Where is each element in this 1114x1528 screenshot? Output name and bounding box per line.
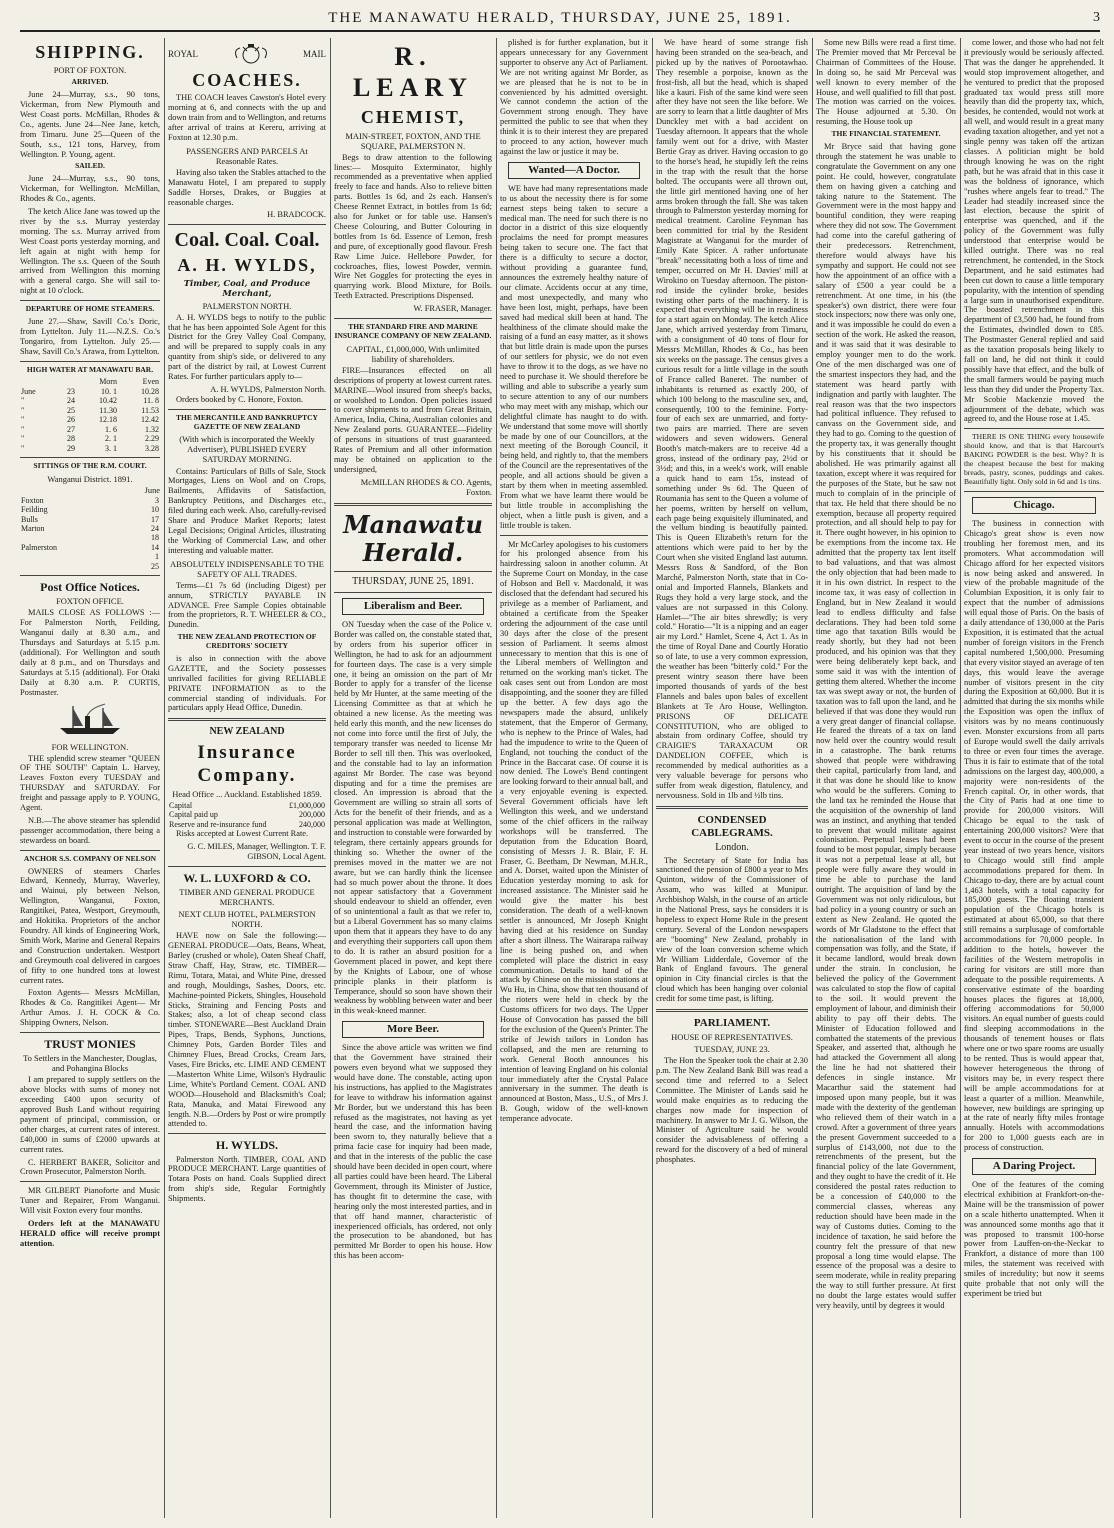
standard-heading: THE STANDARD FIRE AND MARINE INSURANCE COMPANY OF NEW ZEALAND. <box>334 322 492 340</box>
coach-text: THE COACH leaves Cawston's Hotel every morning at 6, and connects with the up and down train from and to Wellington, and returns after arrival of trains at Kereru, arriving at Foxton at 12.30 p.m. <box>168 93 326 142</box>
wylds2-text: Palmerston North. TIMBER, COAL AND PRODUCE MERCHANT. Large quantities of Totara Posts on hand. Coals Supplied direct from ship's side, Regular Fortnightly Shipments. <box>168 1154 326 1204</box>
capital-row-cell: Capital <box>169 800 193 810</box>
sitting-row-cell: 3 <box>155 495 159 505</box>
trust-heading: TRUST MONIES <box>44 1037 136 1052</box>
editorial-text: ON Tuesday when the case of the Police v. Border was called on, the constable stated that, by orders from his superior officer in Wellington, he had to ask for an adjournment for fourteen days. The case is a very simple one, it being an omission on the part of Mr Border to apply for a transfer of the license held by Mr Hunter, at the same meeting of the Licensing Committee as that at which he obtained a new license. As the meeting was held early this month, and the new licenses do not come into force until the first of July, the temporary transfer was needed to license Mr Border to sell till then. This was overlooked, and the constable had to lay an information against Mr Border. The case was beyond disputing and for a time the premises are closed. An impression is abroad that the Government are willing so strain all sorts of Acts for the benefit of their friends, and as a personal application was made at Wellington, and instruction to constable were forwarded by telegram, there certainly appears grounds for thinking so. Whether the owner of the premises moved in the matter we are not aware, but we can hardly think the licensee had so much power about the throne. It does not appear satisfactory that a Government should endeavour to shield an offender, even of so unintentional a fault as that we refer to, but a Liberal Government has so many claims upon them that it appears they have to do any and everything their supporters call upon them to do. It is rather an absurd position for a Government placed in power, and kept there by the Knights of Labour, one of whose principle planks in their platform is Temperance, should so soon have shown their weakness by wobbling between water and beer in this weak-kneed manner. <box>334 620 492 1016</box>
tide-row-cell: 11.53 <box>141 405 159 415</box>
sitting-row <box>20 533 160 542</box>
tide-row-cell: 23 <box>66 386 75 396</box>
port-heading: PORT OF FOXTON. <box>53 65 127 76</box>
tides-table <box>20 377 160 453</box>
tide-row <box>20 434 160 443</box>
tides-heading: HIGH WATER AT MANAWATU BAR. <box>26 364 154 374</box>
capital-row-cell: £1,000,000 <box>289 800 325 810</box>
newspaper-nameplate: Manawatu Herald. <box>343 509 483 567</box>
sitting-row-cell: 14 <box>151 542 159 552</box>
tide-row <box>20 406 160 415</box>
sitting-row-cell <box>20 533 131 542</box>
tide-row-cell <box>20 377 55 386</box>
column-divider <box>812 38 813 1518</box>
editorial-heading: Liberalism and Beer. <box>342 598 484 615</box>
tide-row-cell: Even <box>142 377 159 387</box>
shipping-note: The ketch Alice Jane was towed up the river by the s.s. Murray yesterday morning. The s.s. Murray arrived from West Coast ports yesterday morning, and left again at night with hemp for Wellington. The s.s. Queen of the South arrived from Wellington this morning with a general cargo. She will sail to-night at 10 o'clock. <box>20 207 160 296</box>
sittings-month: June <box>144 485 160 495</box>
sitting-row <box>20 543 160 552</box>
sailed-heading: SAILED. <box>75 161 105 171</box>
tide-row-cell: 24 <box>66 396 75 406</box>
column-divider <box>330 38 331 1518</box>
tide-row <box>20 415 160 424</box>
wylds-name: A. H. WYLDS, <box>177 255 317 276</box>
beer-text: Since the above article was written we find that the Government have strained their powers even beyond what we supposed they would have done. The constable, acting upon his instructions, has applied to the Magistrates for leave to withdraw his information against Mr Border, but we understand this has been refused as the magistrates, not having as yet heard the case, and the information having been sworn to, they naturally believe that a prima facie case for inquiry had been made, and that in the interests of the public the case should have been decided in open court, where all parties could have been heard. The Liberal Government, through its Minister of Justice, has thought fit to determine the case, with hearing only the most interested parties, and in that off hand manner, characteristic of inexperienced officials, has ordered, not only the prosecution to be abandoned, but has permitted Mr Border to open his house. How this has been accom- <box>334 1043 492 1261</box>
tide-row-cell: 10.28 <box>141 386 159 396</box>
column-divider <box>652 38 653 1518</box>
tide-row-cell: 2. 1 <box>104 434 117 444</box>
parliament-sub: HOUSE OF REPRESENTATIVES. <box>671 1032 793 1043</box>
sitting-row-cell: 18 <box>151 533 159 543</box>
mercantile-note: ABSOLUTELY INDISPENSABLE TO THE SAFETY OF ALL TRADES. <box>170 558 324 579</box>
anchor-heading: ANCHOR S.S. COMPANY OF NELSON <box>23 853 157 863</box>
tide-row <box>20 425 160 434</box>
mercantile-heading: THE MERCANTILE AND BANKRUPTCY GAZETTE OF NEW ZEALAND <box>176 412 318 431</box>
steamship-icon <box>55 702 125 738</box>
tide-row-cell: " <box>21 434 25 444</box>
sitting-row <box>20 524 160 533</box>
project-heading: A Daring Project. <box>972 1158 1096 1175</box>
column-2 <box>168 38 326 1518</box>
tide-row-cell: 11.30 <box>99 405 117 415</box>
tide-row-cell: " <box>21 405 25 415</box>
trust-sign: C. HERBERT BAKER, Solicitor and Crown Prosecutor, Palmerston North. <box>20 1157 160 1177</box>
column-3 <box>334 38 492 1518</box>
cables-heading: CONDENSED CABLEGRAMS. <box>691 813 773 839</box>
departure-text: June 27.—Shaw, Savill Co.'s Doric, from Lyttelton. July 11.—N.Z.S. Co.'s Tongariro, from Lyttelton. July 25.—Shaw, Savill Co.'s Arawa, from Lyttelton. <box>20 317 160 356</box>
shipping-heading: SHIPPING. <box>35 42 145 62</box>
orders-note: Orders left at the MANAWATU HERALD office will receive prompt attention. <box>20 1219 160 1248</box>
coaches-heading: COACHES. <box>192 70 302 90</box>
column-6 <box>816 38 956 1518</box>
insurance-heading: Insurance Company. <box>197 742 297 786</box>
cables-place: London. <box>715 841 749 853</box>
tide-row-cell: " <box>21 396 25 406</box>
tide-row-cell: 28 <box>66 434 75 444</box>
cables-text: The Secretary of State for India has sanctioned the pension of £800 a year to Mrs Quinton, widow of the Commissioner of Assam, who was killed at Munipur. Archbishop Walsh, in the course of an article in the National Press, says he considers it is hopeless to expect Home Rule in the present century. Several of the London newspapers are "booming" New Zealand, probably in view of the loan conversion scheme which Mr William Lidderdale, Governor of the Bank of England favours. The general opinion in City financial circles is that the cloud which has been hanging over colonial credit for some time past, is lifting. <box>656 855 808 1004</box>
tide-row-cell: 10. 1 <box>100 386 117 396</box>
column-divider <box>960 38 961 1518</box>
column-4 <box>500 38 648 1518</box>
wylds2-heading: H. WYLDS. <box>215 1138 279 1153</box>
column-divider <box>496 38 497 1518</box>
sailed-text: June 24—Murray, s.s., 90 tons, Vickerman, for Wellington. McMillan, Rhodes & Co., agents. <box>20 174 160 204</box>
parliament-date: TUESDAY, JUNE 23. <box>694 1044 770 1055</box>
insurance-head-office: Head Office ... Auckland. Established 1859. <box>172 788 322 799</box>
sitting-row-cell: 10 <box>151 505 159 515</box>
capital-table <box>168 801 326 829</box>
sittings-sub: Wanganui District. 1891. <box>47 473 133 484</box>
page-number: 3 <box>1093 10 1100 25</box>
mail-label: MAIL <box>302 48 326 59</box>
sittings-heading: SITTINGS OF THE R.M. COURT. <box>33 460 147 470</box>
tide-row-cell: 11. 8 <box>143 396 159 406</box>
tide-row-cell: 12.42 <box>141 415 159 425</box>
tide-row-cell: 26 <box>66 415 75 425</box>
tide-row-cell: 1. 6 <box>104 424 117 434</box>
sittings-table <box>20 496 160 572</box>
luxford-text: HAVE now on Sale the following:— GENERAL PRODUCE—Oats, Beans, Wheat, Barley (crushed or whole), Oaten Sheaf Chaff, Straw Chaff, Hay, Straw, etc. TIMBER—Rimu, Totara, Matai, and White Pine, dressed and rough, Mouldings, Sashes, Doors, etc. Machine-pointed Pickets, Shingles, Household Sticks, Straining and Fencing Posts and Stakes; also, a lot of cheap second class timber. STONEWARE—Best Auckland Drain Pipes, Traps, Bends, Syphons, Junctions, Chimney Pots, Garden Border Tiles and Chimney Flues, Bread Crocks, Cream Jars, Vases, Fire Bricks, etc. LIME AND CEMENT—Masterton White Lime, Wilson's Hydraulic Lime, White's Portland Cement. COAL AND WOOD—Household and Blacksmith's Coal; Rata, Manuka, and Matai Firewood any length. N.B.—Orders by Post or wire promptly attended to. <box>168 931 326 1129</box>
financial-text-2: come lower, and those who had not felt it previously would be seriously affected. That was the danger he apprehended. It would stop improvement altogether, and he ventured to predict that the proposed graduated tax would press still more heavily than did the property tax, which, besides, he contended, would not work at all well, and would result in a great many evading taxation altogether, and yet not a single penny was taken off the artizan classes. A politician might be bold through knowing he was on the right path, but he was afraid that in this case it was the boldness of ignorance, which "rushes where angels fear to tread." The Leader had steadily increased since the last election, because the spirit of enterprise was quenched, and if the policy of the Government was fully understood that enterprise would be killed outright. There was no real retrenchment, he contended, in the Stock Department, and he said estimates had been cut down to cause a little temporary popularity, with the intention of spending a large sum in unauthorised expenditure. The boasted retrenchment in this department of £3,500 had, he found from the Estimates, dwindled down to £85. The Postmaster General replied and said as the taxation proposals being likely to fall on land, he did not think it could possibly have that effect, and the bulk of the small farmers would be paying much less than they did under the Property Tax. Mr Scobie Mackenzie moved the adjournment of the debate, which was agreed to, and the House rose at 1.45. <box>964 38 1104 424</box>
tide-row-cell: 3.28 <box>145 443 159 453</box>
protection-text: is also in connection with the above GAZETTE, and the Society possesses unrivalled facilities for giving RELIABLE PRIVATE INFORMATION as to the commercial standing of individuals. For particulars apply Head Office, Dunedin. <box>168 653 326 713</box>
wylds-sign: A. H. WYLDS, Palmerston North. <box>210 384 326 394</box>
tide-row-cell: 27 <box>66 424 75 434</box>
post-text: MAILS CLOSE AS FOLLOWS :— For Palmerston North, Feilding, Wanganui daily at 8.30 a.m., and Thursdays and Saturdays at 5.15 p.m. (additional). For Wellington and south daily at 8 p.m., and on Thursdays and Saturdays at 5.15 (additional). For Otaki Daily at 8.30 a.m. P. CURTIS, Postmaster. <box>20 608 160 697</box>
column-5 <box>656 38 808 1518</box>
steamer-text: THE splendid screw steamer "QUEEN OF THE SOUTH" Captain L. Harvey, Leaves Foxton every TUESDAY and THURSDAY and SATURDAY. For freight and passage apply to P. YOUNG, Agent. <box>20 753 160 813</box>
parcels-line: PASSENGERS AND PARCELS At Reasonable Rates. <box>186 145 308 166</box>
tide-row <box>20 377 160 386</box>
departure-heading: DEPARTURE OF HOME STEAMERS. <box>25 304 155 314</box>
mercantile-text: Contains: Particulars of Bills of Sale, Stock Mortgages, Liens on Wool and on Crops, Bailments, Affidavits of Satisfaction, Bankruptcy Petitions, and Discharges etc., filed during each week. Also, carefully-revised Share and Produce Market Reports; latest Legal Decisions; Original Articles, illustrating the Working of Commercial Law, and other interesting and valuable matter. <box>168 466 326 555</box>
sitting-row-cell: Foxton <box>21 495 44 505</box>
leary-text: Begs to draw attention to the following lines:— Mosquito Exterminator, highly recommended as a preventative when applied freely to face and hands. Also to relieve bitten parts. Bottles 1s 6d, and 2s each. Hansen's Cheese Rennet Extract, in bottles from 1s 6d; also for Junket or for table use. Hansen's Cheese Colouring, and Butter Colouring in bottles from 1s 6d. Essence of Lemon, fresh and pure, of exceptionally good flavour. Fresh Raw Lime Juice. Hellebore Powder, for cockroaches, flies, lowest Powder, vermin. Wire Net Goggles for protecting the eyes in quarrying work. Blood Mixture, for Boils. Teeth Extracted. Prescriptions Dispensed. <box>334 152 492 301</box>
baking-powder-notice: THERE IS ONE THING every housewife should know, and that is that Harcourt's BAKING POWDER is the best. Why? It is the cheapest because the best for making breads, pastry, scones, puddings and cakes. Beautifully light. Only sold in 6d and 1s tins. <box>964 432 1104 487</box>
coach-sign: H. BRADCOCK. <box>267 210 326 220</box>
sitting-row-cell: 1 <box>155 552 159 562</box>
column-1 <box>20 38 160 1518</box>
capital-row <box>168 810 326 819</box>
insurance-sign: G. C. MILES, Manager, Wellington. T. F. GIBSON, Local Agent. <box>187 842 326 862</box>
trust-text: I am prepared to supply settlers on the above blocks with sums of money not exceeding £400 upon security of approved Bush Land without requiring payment of principal, commission, or other charges, at current rates of interest. £40,000 in sums of £2000 upwards at current rates. <box>20 1075 160 1154</box>
tide-row-cell: Morn <box>99 377 117 387</box>
gilbert-text: MR GILBERT Pianoforte and Music Tuner and Repairer, From Wanganui. Will visit Foxton every four months. <box>20 1186 160 1216</box>
sitting-row-cell: Palmerston <box>21 542 57 552</box>
tide-row-cell: " <box>21 415 25 425</box>
tide-row-cell: 3. 1 <box>104 443 117 453</box>
capital-row <box>168 820 326 829</box>
wylds-text: A. H. WYLDS begs to notify to the public that he has been appointed Sole Agent for this District for the Grey Valley Coal Company, and will be prepared to supply coals in any quantity from ship's side, or delivered to any part of the district by rail, at Lowest Current Rates. For further particulars apply to— <box>168 312 326 382</box>
standard-capital: CAPITAL, £1,000,000, With unlimited liability of shareholders. <box>346 343 480 364</box>
tide-row-cell: 2.29 <box>145 434 159 444</box>
tide-row-cell: 12.18 <box>98 415 117 425</box>
capital-row <box>168 801 326 810</box>
parliament-heading: PARLIAMENT. <box>693 1017 771 1030</box>
column-7 <box>964 38 1104 1518</box>
post-sub: FOXTON OFFICE. <box>56 596 124 607</box>
protection-heading: THE NEW ZEALAND PROTECTION OF CREDITORS' SOCIETY <box>177 632 317 651</box>
hire-text: Having also taken the Stables attached to the Manawatu Hotel, I am prepared to supply Saddle Horses, Drakes, or Buggies at reasonable charges. <box>168 167 326 207</box>
mercantile-terms: Terms—£1 7s 6d (including Digest) per annum, STRICTLY PAYABLE IN ADVANCE. Free Sample Copies obtainable from the proprietors, R. T. WHEELER & CO., Dunedin. <box>168 580 326 630</box>
coal-heading: Coal. Coal. Coal. <box>174 229 320 252</box>
arrived-heading: ARRIVED. <box>71 77 109 87</box>
tide-row-cell: 1.32 <box>145 424 159 434</box>
luxford-sub: TIMBER AND GENERAL PRODUCE MERCHANTS. <box>179 887 315 908</box>
column-divider <box>164 38 165 1518</box>
sitting-row-cell: 24 <box>151 524 159 534</box>
steamer-note: N.B.—The above steamer has splendid passenger accommodation, there being a stewardess on board. <box>20 816 160 845</box>
trust-sub: To Settlers in the Manchester, Douglas, and Pohangina Blocks <box>23 1053 157 1074</box>
leary-sub: CHEMIST, <box>360 107 466 128</box>
tide-row-cell: June <box>21 386 36 396</box>
leary-address: MAIN-STREET, FOXTON, AND THE SQUARE, PALMERSTON N. <box>345 130 481 151</box>
for-wellington-heading: FOR WELLINGTON. <box>51 741 129 752</box>
standard-text: FIRE—Insurances effected on all descriptions of property at lowest current rates. MARINE—Wool insured from sheep's backs, or woolshed to London. Open policies issued to cover shipments to and from Great Britain, America, India, China, Australian colonies and New Zealand ports. GUARANTEE—Fidelity of persons in situations of trust guaranteed. Rates of Premium and all other information may be obtained on application to the undersigned, <box>334 365 492 474</box>
leary-sign: W. FRASER, Manager. <box>413 304 492 314</box>
royal-label: ROYAL <box>168 48 199 59</box>
sitting-row <box>20 562 160 571</box>
financial-heading: THE FINANCIAL STATEMENT. <box>831 129 941 139</box>
luxford-place: NEXT CLUB HOTEL, PALMERSTON NORTH. <box>178 909 316 930</box>
tide-row <box>20 387 160 396</box>
tide-row-cell <box>55 377 76 386</box>
post-heading: Post Office Notices. <box>40 580 140 595</box>
masthead-title: THE MANAWATU HERALD, THURSDAY, JUNE 25, 1891. <box>328 10 792 26</box>
local-news-text-2: We have heard of some strange fish having been stranded on the sea-beach, and picked up by the natives of Porootawhao. They resemble a porpoise, known as the frost-fish, all but the head, which is shaped like a kauri. Fish of the same kind were seen after they have not seen the like before. We are sorry to learn that a little daughter of Mrs Dunckley met with a bad accident on Tuesday afternoon. It appears that the whole family went out for a drive, with Master Bertie Gray as driver. Having occasion to go to the horse's head, he stupidly left the reins in the trap with the result that the horse bolted. The occupants were all thrown out, the little girl mentioned having one of her arms broken through the fall. She was taken through to Palmerston yesterday morning for medical treatment. Caroline Feynman has been committed for trial by the Resident Magistrate at Wanganui for the murder of Emily Kate Spicer. A rather unfortunate "break" necessitating both a loss of time and temper, occurred on Mr H. Davies' mill at Wirokino on Tuesday afternoon. The piston-rod inside the cylinder broke, besides twisting other parts of the machinery. It is expected that everything will be in readiness for a start again on Monday. The ketch Alice Jane, which arrived yesterday from Timaru, with a consignment of 40 tons of flour for Messrs McMillan, Rhodes & Co., has been six weeks on the passage. The census gives a curious result for a little village in the south of France called Baneret. The number of inhabitants is returned as exactly 200, of which 100 belong to the masculine sex, and, consequently, 100 to the feminine. Forty-four of each sex are unmarried, and forty-two pairs are married. There are seven widowers and seven widowers. General Booth's match-makers are to receive 4d a gross, instead of the ordinary pay, 2½d or 3½d; and this, in a week's work, will enable a quick hand to earn 15s, instead of something under 9s 6d. The Queen of Roumania has sent to the Queen a volume of her poems, written by herself on vellum, each page being exquisitely illuminated, and the vellum binding is beautifully painted. This is Queen Elizabeth's return for the attentions which were paid to her by the Court when she visited England last autumn. Messrs Ross & Sandford, of the Bon Marché, Palmerston North, state that in Co-onial and Imported Flannels, Blankets and Rugs they hold a very large stock, and the values are not surpassed in this Colony. Hamlet—"The air bites shrewdly; is very cold." Horatio—"It is a nipping and an eager air my Lord." Hamlet, Scene 4, Act 1. As in the time of Royal Dane and Courtly Horatio so of late, to use a very common expression, the weather has been "bitterly cold." For the present wintry season there have been imported thousands of yards of the best Flannels and bales upon bales of excellent Blankets at Te Aro House, Wellington. PRISONS OF DELICATE CONSTITUTION, who are obliged to abstain from ordinary Coffee, should try CRAIGIE'S TARAXACUM OR DANDELION COFFEE, which is recommended by medical authorities as a very valuable beverage for persons who suffer from weak digestion, flatulency, and nervousness. Sold in 1lb and ½lb tins. <box>656 38 808 800</box>
doctor-heading: Wanted—A Doctor. <box>508 162 640 179</box>
sitting-row <box>20 496 160 505</box>
anchor-agents: Foxton Agents— Messrs McMillan, Rhodes & Co. Rangitikei Agent— Mr Arthur Amos. J. H. COCK & Co. Shipping Owners, Nelson. <box>20 988 160 1028</box>
editorial-continued: plished is for further explanation, but it appears unnecessary for any Government supporter to observe any Act of Parliament. We are not writing against Mr Border, as we are pleased that he is not to be in convenienced by his admitted oversight. We cannot condemn the action of the Government strong enough. They have permitted the public to see that when they think it is to their interest they are prepared to proceed to any action, however much against the law or justice it may be. <box>500 38 648 156</box>
sitting-row <box>20 552 160 561</box>
tide-row-cell: 10.42 <box>98 396 117 406</box>
insurance-note: Risks accepted at Lowest Current Rate. <box>176 829 309 839</box>
tide-row-cell: " <box>21 443 25 453</box>
mercantile-sub: (With which is incorporated the Weekly Advertiser), PUBLISHED EVERY SATURDAY MORNING. <box>179 434 315 465</box>
sitting-row-cell <box>20 562 131 571</box>
sitting-row <box>20 515 160 524</box>
sitting-row-cell: Feilding <box>21 505 48 515</box>
capital-row-cell: Reserve and re-insurance fund <box>169 819 267 829</box>
project-text: One of the features of the coming electrical exhibition at Frankfort-on-the-Maine will be the transmission of power on a scale hitherto unattempted. When it was announced some months ago that it was proposed to transmit 100-horse power from Lauffen-on-the-Neckar to Frankfort, a distance of more than 100 miles, the statement was received with smiles of incredulity; but now it seems quite probable that not only will the experiment be tried but <box>964 1180 1104 1298</box>
arrived-text: June 24—Murray, s.s., 90 tons, Vickerman, from New Plymouth and West Coast ports. McMillan, Rhodes & Co., agents. June 24—Nee Jane, ketch, from Timaru. June 25—Queen of the South, s.s., 121 tons, Harvey, from Wellington. P. Young, agent. <box>20 90 160 159</box>
sitting-row-cell: Marton <box>21 524 45 534</box>
sitting-row-cell: 17 <box>151 514 159 524</box>
luxford-heading: W. L. LUXFORD & CO. <box>183 871 311 885</box>
chicago-heading: Chicago. <box>972 497 1096 514</box>
doctor-text: WE have had many representations made to us about the necessity there is for some earnest steps being taken to secure a medical man. The need for such there is no doctor in a district of this size eloquently proclaims the need for prompt measures being taken to secure one. The fact that there is a difficulty to secure a doctor, without providing a guarantee fund, announces the extremely healthy nature of our climate. Accidents occur at any time, and most unexpectedly, and many who have been lost, might, perhaps, have been saved had medical skill been at hand. The healthiness of the climate should make the raising of a fund an easy matter, as it shows that but little drain is made upon the purses of our settlers for physic, we do not even have to throw it to the dogs, as we have no need to purchase it. We should therefore be willing and able to subscribe a yearly sum to secure attention to any of our numbers who may meet with any mishap, which our delightful climate has naught to do with. We understand that some move will shortly be made by one of our Councillors, at the next meeting of the Borough Council, it being held, and rightly to, that the members of the Council are the representatives of the people, and all actions should be given a start by them when in meeting assembled. From what we have learnt there would be but little trouble in accomplishing the object, when a little push is given, and a little trouble is taken. <box>500 183 648 530</box>
chicago-text: The business in connection with Chicago's great show is even now troubling her foremost men, and its promoters. What accommodation will Chicago afford for her expected visitors is now being asked and answered. In view of the probable magnitude of the Columbian Exposition, it is only fair to expect that the number of admissions will equal those of Paris. On the basis of a daily attendance of 130,000 at the Paris Exposition, it is estimated that the actual number of foreign visitors in the French capital numbered 1,500,000. Presuming that every visitor stayed an average of ten days, this would leave the average number of visitors present in the city during the Exposition at 60,000. But it is admitted that during the six months while the Exposition was open the influx of visitors was by no means continuously even. Monster excursions from all parts of Europe would swell the daily arrivals to three or even four times the average. Thus it is fair to estimate that of the total admissions on the largest day, 400,000, a majority were non-residents of the French capital. Or, in other words, that the City of Paris had at one time to provide for 200,000 visitors. Will Chicago be equal to the task of entertaining 200,000 visitors? Were that event to occur in the course of the present year instead of two years hence, visitors to Chicago would still find ample accommodations prepared for them. In Chicago to-day, there are by actual count 1,463 hotels, with a total capacity for 185,000 guests. The floating transient population of the Chicago hotels is estimated at about 65,000, so that there still remains a surplusage of comfortable accommodations for 70,000 people. In addition to the hotels, however the facilities of the Western metropolis in caring for visitors are still more than adequate to the possible requirements. A conservative estimate of the boarding houses places the figures at 18,000, offering accommodations for 50,000 visitors. An equal number of guests could find sleeping accommodations in the thousands of tenement houses or flats where one or two spare rooms are usually to be rented. Thus is would appear that, however heterogeneous the throng of visitors may be, in every respect there will be ample accommodations for at least a quarter of a million. Meanwhile, however, new buildings are springing up at the rate of nearly fifty miles frontage annually. Hotels with accommodations for 200 to 1,000 guests each are in process of construction. <box>964 519 1104 1153</box>
sitting-row-cell: Bulls <box>21 514 38 524</box>
financial-text: Mr Bryce said that having gone through the statement he was unable to congratulate the Government on any one point. He could, however, congratulate them on having given a catching and taking nature to the Statement. The Government were in the most happy and bountiful condition, they were reaping where they did not sow. The Government had come into the careful gathering of their predecessors. Retrenchment, therefore would always have his sympathy and support. He could not see how the appointment of an office with a salary of £500 a year could be a retrenchment. At one time, in his (the speaker's) own district, there were four stock inspectors; now there was only one, and it was impossible he could do even a section of the work. He asked the reason, and it was said that it was desirable to employ younger men to do the work. One of the men discharged was one of the smartest inspectors they had, and the statement was heard partly with indignation and partly with laughter. The real reason was that the two inspectors had political influence. They refused to canvass on the Government side, and they had to go. Coming to the question of the property tax, it was generally thought by his constituents that it should be abolished. He was primarily against all taxation, except where it was required for the purposes of the State, but he saw not much to complain of in the principle of that tax. He held that there should be no exemption, because all property required protection, and all should help to pay for it. There ought however, in his opinion to be exemptions from the income tax. He admitted that the property tax lent itself to bad valuations, and that was almost the only objection that had been made to it in his own district. In respect to the income tax, it was easy of collection in England, but in New Zealand it would lead to endless difficulty and false declarations. They had been told some time ago that taxation Bills would be ready shortly, but they had not been produced, and his opinion was that they were being deliberately kept back, and some said it was with the intention of getting them altered. Whether the income tax was swept away or not, the burden of taxation was to fall upon the land, and he believed if that was done they would run a very great danger of financial collapse. He feared the threats of a tax on land now held over the country would result in a catastrophe. The bank returns showed that people were withdrawing their capital, particularly from land, and it that was done he should like to know who would be the sufferers. Coming to the land tax he reminded the House that the acquisition of the ownership of land was an instinct, and anything that tended to prevent that would militate against colonisation. Perpetual leases had been found to be most popular, simply because it was not a perpetual lease at all, but people were fully aware they would in time be able to purchase the land outright. The acquisition of land by the Government was not only ridiculous, but bad policy in a young country or such an extent as New Zealand. He quoted the words of Mr Gladstone to the effect that the nationalisation of the land with compensation was folly, and the State, if it became landlord, would break down under the strain. In conclusion, he believed the policy of the Government was calculated to stop the flow of capital to the soil. It would prevent the employment of labour, and diminish their ability to pay off their debts. The Minister of Education followed and combatted the statements of the previous Speaker, and asserted that, although he had attacked the Government all along the line he had not shattered their defences in single instance. Mr Macarthur said the statement had imposed upon many people, but it was made with the dexterity of the gentleman who relieved them of their watch in a crowd. After a government of three years the present Government succeeded to a surplus of £143,000, not due to the retrenchments of the present, but the financial policy of the late Government, and they ought to have the credit of it. He considered the postal rates reduction to be a concession of £40,000 to the commercial classes, whereas any reduction should have been made in the way of Customs duties. Coming to the incidence of taxation, he said before the country felt the pressure of that new proposal a long time would elapse. The essence of the proposal was a desire to seem moderate, while in reality preparing the way to still further pressure. At first no doubt the large estates would suffer very heavily, until by degrees it would <box>816 142 956 1311</box>
capital-row-cell: Capital paid up <box>169 810 218 820</box>
wylds-trade: Timber, Coal, and Produce Merchant, <box>183 278 311 299</box>
dateline: THURSDAY, JUNE 25, 1891. <box>352 576 474 588</box>
local-news-text: Mr McCarley apologises to his customers for his prolonged absence from his hairdressing saloon in another column. At the Supreme Court on Monday, in the case of Hobson and Bell v. Macdonald, it was disclosed that the defendant had secured his privilege as a member of Parliament, and obtained a certificate from the Speaker ordering the adjournment of the case until 30 days after the close of the present session of Parliament. It seems almost unnecessary to mention that this is one of the Liberal members of Wellington and returned on the working man's ticket. The oak cases sent out from London are most disappointing, and the sooner they are filled up the better. A few days ago the newspapers made the absurd, unlikely statement, that the Emperor of Germany, who is nephew to the Prince of Wales, had had the impudence to write to the Queen of England, not touching the conduct of the Prince in the Baccarat case. Of course it is now denied. The Lowe's Bend contingent are looking forward to their annual ball, and a very enjoyable evening is expected. Several Government officials have left Wellington this week, and we understand some of the chief officers in the railway workshops will be transferred. The deputation from the Education Board, consisting of Messrs J. R. Blair, F. H. Fraser, G. Beetham, Dr Newman, M.H.R., and A. Dorset, waited upon the Minister of Education yesterday morning to ask for increased assistance. The Minister said he would give the matter his best consideration. The death of a well-known settler is announced, Mr Joseph Knight having died at his residence on Sunday after a short illness. The Wairarapa railway line is being pushed on, and when completed will place the district in easy communication. Details to hand of the attack by Chinese on the mission stations at Wu Hu, in China, show that ten thousand of the rioters were held in check by the Customs officers for two days. The Upper House of Convocation has passed the bill for the exclusion of the Queen's Printer. The strike of Jewish tailors in London has collapsed, and the men are returning to work. General Booth announces his intention of leaving England on his colonial tour immediately after the Crystal Palace anniversary in the summer. The death is announced at Boston, Mass., U.S., of Mrs J. B. Gough, widow of the well-known temperance advocate. <box>500 539 648 1124</box>
beer-heading: More Beer. <box>342 1021 484 1038</box>
anchor-text: OWNERS of steamers Charles Edward, Kennedy, Murray, Waverley, and Wainui, ply between Nelson, Wellington, Wanganui, Foxton, Rangitikei, Patea, Westport, Greymouth, and Hokitika. Proprietors of the anchor Foundry. All kinds of Engineering Work, Smith Work, Marine and General Repairs and Construction undertaken. Westport and Greymouth coal delivered in cargoes of fifty to one hundred tons at lowest current rates. <box>20 866 160 985</box>
tide-row-cell: 25 <box>66 405 75 415</box>
masthead <box>20 8 1100 32</box>
sitting-row-cell: 25 <box>151 561 159 571</box>
sitting-row-cell <box>20 552 131 561</box>
standard-sign: McMILLAN RHODES & CO. Agents, Foxton. <box>360 477 492 497</box>
capital-row-cell: 240,000 <box>299 819 325 829</box>
royal-crest-icon <box>231 42 271 66</box>
tide-row-cell: " <box>21 424 25 434</box>
wylds-place: PALMERSTON NORTH. <box>202 300 292 311</box>
tide-row-cell: 29 <box>66 443 75 453</box>
tide-row <box>20 444 160 453</box>
sitting-row <box>20 505 160 514</box>
wylds-orders: Orders booked by C. Honore, Foxton. <box>176 394 304 404</box>
insurance-pre: NEW ZEALAND <box>209 726 285 738</box>
capital-row-cell: 200,000 <box>299 810 325 820</box>
tide-row <box>20 396 160 405</box>
parliament-text: The Hon the Speaker took the chair at 2.30 p.m. The New Zealand Bank Bill was read a second time and referred to a Select Committee. The Minister of Lands said he would make enquiries as to reducing the charges now made for inspection of machinery. In answer to Mr J. G. Wilson, the Minister of Agriculture said he would consider the advisableness of offering a reward for the discovery of a bed of mineral phosphates. <box>656 1056 808 1165</box>
parliament-text-2: Some new Bills were read a first time. The Premier moved that Mr Perceval be Chairman of Committees of the House. In doing so, he said Mr Perceval was well known to every member of the House, and well qualified to fill that post. The motion was carried on the voices. The House adjourned at 5.30. On resuming, the House took up <box>816 38 956 127</box>
leary-heading: R. LEARY <box>352 42 474 102</box>
